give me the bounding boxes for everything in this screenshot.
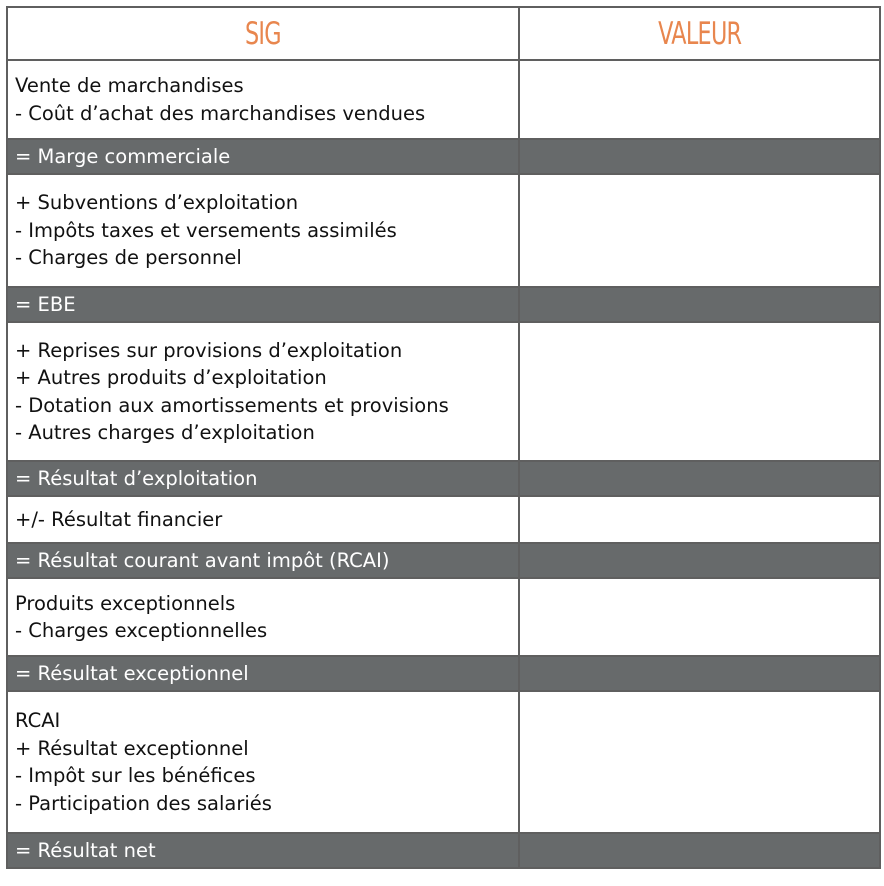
total-row: [7, 543, 880, 578]
total-label: = Marge commerciale: [7, 139, 519, 174]
total-value-cell[interactable]: [519, 287, 880, 322]
item-row: [7, 578, 880, 656]
total-label: = Résultat exceptionnel: [7, 656, 519, 691]
header-valeur: VALEUR: [519, 7, 880, 60]
header-sig: SIG: [7, 7, 519, 60]
total-value-cell[interactable]: [519, 543, 880, 578]
total-row: [7, 461, 880, 496]
total-label: = EBE: [7, 287, 519, 322]
total-value-cell[interactable]: [519, 656, 880, 691]
item-label: Vente de marchandises - Coût d’achat des marchandises vendues: [7, 60, 519, 139]
item-row: [7, 496, 880, 543]
total-row: [7, 656, 880, 691]
total-row: [7, 287, 880, 322]
value-cell[interactable]: [519, 322, 880, 461]
item-row: [7, 60, 880, 139]
value-cell[interactable]: [519, 691, 880, 833]
total-value-cell[interactable]: [519, 833, 880, 868]
total-label: = Résultat net: [7, 833, 519, 868]
item-row: [7, 691, 880, 833]
item-label: + Reprises sur provisions d’exploitation + Autres produits d’exploitation - Dotation aux amortissements et provisions - Autres charges d’exploitation: [7, 322, 519, 461]
item-label: +/- Résultat financier: [7, 496, 519, 543]
value-cell[interactable]: [519, 174, 880, 287]
item-label: Produits exceptionnels - Charges exceptionnelles: [7, 578, 519, 656]
value-cell[interactable]: [519, 60, 880, 139]
sig-table: [6, 6, 881, 869]
item-row: [7, 174, 880, 287]
header-row: [7, 7, 880, 60]
total-row: [7, 139, 880, 174]
value-cell[interactable]: [519, 496, 880, 543]
item-row: [7, 322, 880, 461]
total-row: [7, 833, 880, 868]
total-value-cell[interactable]: [519, 461, 880, 496]
total-label: = Résultat courant avant impôt (RCAI): [7, 543, 519, 578]
value-cell[interactable]: [519, 578, 880, 656]
total-label: = Résultat d’exploitation: [7, 461, 519, 496]
item-label: RCAI + Résultat exceptionnel - Impôt sur les bénéfices - Participation des salariés: [7, 691, 519, 833]
item-label: + Subventions d’exploitation - Impôts taxes et versements assimilés - Charges de personnel: [7, 174, 519, 287]
total-value-cell[interactable]: [519, 139, 880, 174]
